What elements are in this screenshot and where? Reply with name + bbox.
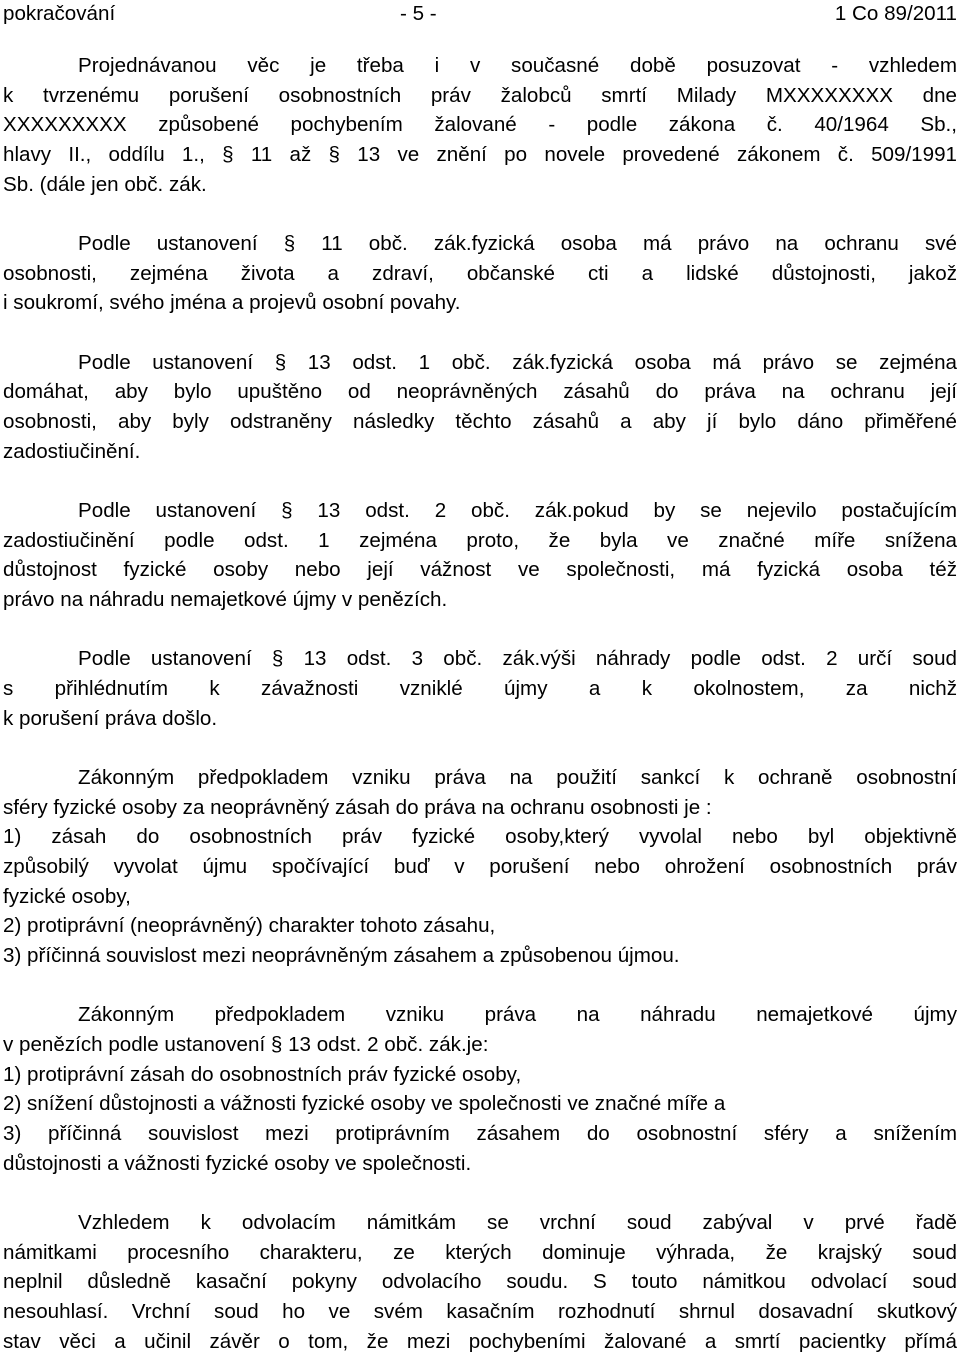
text-line: neplnil důsledně kasační pokyny odvolacího soudu. S touto námitkou odvolací soud xyxy=(3,1270,957,1294)
paragraph xyxy=(3,1000,957,1178)
text-line: i soukromí, svého jména a projevů osobní povahy. xyxy=(3,291,461,315)
paragraph xyxy=(3,1208,957,1357)
text-line: zadostiučinění podle odst. 1 zejména proto, že byla ve značné míře snížena xyxy=(3,528,957,552)
text-line: sféry fyzické osoby za neoprávněný zásah do práva na ochranu osobnosti je : xyxy=(3,795,712,819)
text-line: 1) zásah do osobnostních práv fyzické osoby,který vyvolal nebo byl objektivně xyxy=(3,825,957,849)
text-line: osobnosti, aby byly odstraněny následky těchto zásahů a aby jí bylo dáno přiměřené xyxy=(3,410,957,434)
text-line: 3) příčinná souvislost mezi protiprávním zásahem do osobnostní sféry a snížením xyxy=(3,1122,957,1146)
text-line: hlavy II., oddílu 1., § 11 až § 13 ve znění po novele provedené zákonem č. 509/1991 xyxy=(3,143,957,167)
text-line: Zákonným předpokladem vzniku práva na náhradu nemajetkové újmy xyxy=(78,1003,957,1027)
text-line: nesouhlasí. Vrchní soud ho ve svém kasačním rozhodnutí shrnul dosavadní skutkový xyxy=(3,1300,957,1324)
text-line: Podle ustanovení § 13 odst. 3 obč. zák.výši náhrady podle odst. 2 určí soud xyxy=(78,647,957,671)
text-line: 1) protiprávní zásah do osobnostních práv fyzické osoby, xyxy=(3,1062,522,1086)
text-line: XXXXXXXXX způsobené pochybením žalované - podle zákona č. 40/1964 Sb., xyxy=(3,113,957,137)
text-line: domáhat, aby bylo upuštěno od neoprávněných zásahů do práva na ochranu její xyxy=(3,380,957,404)
text-line: fyzické osoby, xyxy=(3,884,131,908)
text-line: Podle ustanovení § 13 odst. 2 obč. zák.pokud by se nejevilo postačujícím xyxy=(78,498,957,522)
text-line: námitkami procesního charakteru, ze kterých dominuje výhrada, že krajský soud xyxy=(3,1240,957,1264)
text-line: Vzhledem k odvolacím námitkám se vrchní soud zabýval v prvé řadě xyxy=(78,1211,957,1234)
document-body xyxy=(3,51,957,1357)
text-line: 2) protiprávní (neoprávněný) charakter tohoto zásahu, xyxy=(3,914,496,938)
page-header xyxy=(3,0,957,29)
case-number: 1 Co 89/2011 xyxy=(834,2,957,25)
text-line: Sb. (dále jen obč. zák. xyxy=(3,172,207,196)
text-line: Podle ustanovení § 13 odst. 1 obč. zák.fyzická osoba má právo se zejména xyxy=(78,350,957,374)
paragraph xyxy=(3,348,957,467)
paragraph xyxy=(3,229,957,318)
text-line: způsobilý vyvolat újmu spočívající buď v porušení nebo ohrožení osobnostních práv xyxy=(3,854,957,878)
page-number: - 5 - xyxy=(400,2,437,25)
text-line: Podle ustanovení § 11 obč. zák.fyzická osoba má právo na ochranu své xyxy=(78,232,957,256)
text-line: důstojnosti a vážnosti fyzické osoby ve společnosti. xyxy=(3,1151,472,1175)
text-line: stav věci a učinil závěr o tom, že mezi pochybeními žalované a smrtí pacientky přímá xyxy=(3,1329,957,1353)
text-line: Projednávanou věc je třeba i v současné době posuzovat - vzhledem xyxy=(78,54,957,77)
paragraph xyxy=(3,496,957,615)
text-line: v penězích podle ustanovení § 13 odst. 2 obč. zák.je: xyxy=(3,1032,489,1056)
text-line: 2) snížení důstojnosti a vážnosti fyzické osoby ve společnosti ve značné míře a xyxy=(3,1092,726,1116)
paragraph xyxy=(3,763,957,971)
text-line: 3) příčinná souvislost mezi neoprávněným zásahem a způsobenou újmou. xyxy=(3,944,680,968)
text-line: Zákonným předpokladem vzniku práva na použití sankcí k ochraně osobnostní xyxy=(78,765,957,789)
paragraph xyxy=(3,51,957,200)
text-line: k tvrzenému porušení osobnostních práv žalobců smrtí Milady MXXXXXXXX dne xyxy=(3,83,957,107)
text-line: důstojnost fyzické osoby nebo její vážnost ve společnosti, má fyzická osoba též xyxy=(3,558,957,582)
text-line: právo na náhradu nemajetkové újmy v penězích. xyxy=(3,588,448,612)
paragraph xyxy=(3,644,957,733)
text-line: osobnosti, zejména života a zdraví, občanské cti a lidské důstojnosti, jakož xyxy=(3,261,957,285)
header-continuation: pokračování xyxy=(3,2,116,25)
text-line: k porušení práva došlo. xyxy=(3,706,218,730)
text-line: zadostiučinění. xyxy=(3,439,141,463)
text-line: s přihlédnutím k závažnosti vzniklé újmy a k okolnostem, za nichž xyxy=(3,676,957,700)
